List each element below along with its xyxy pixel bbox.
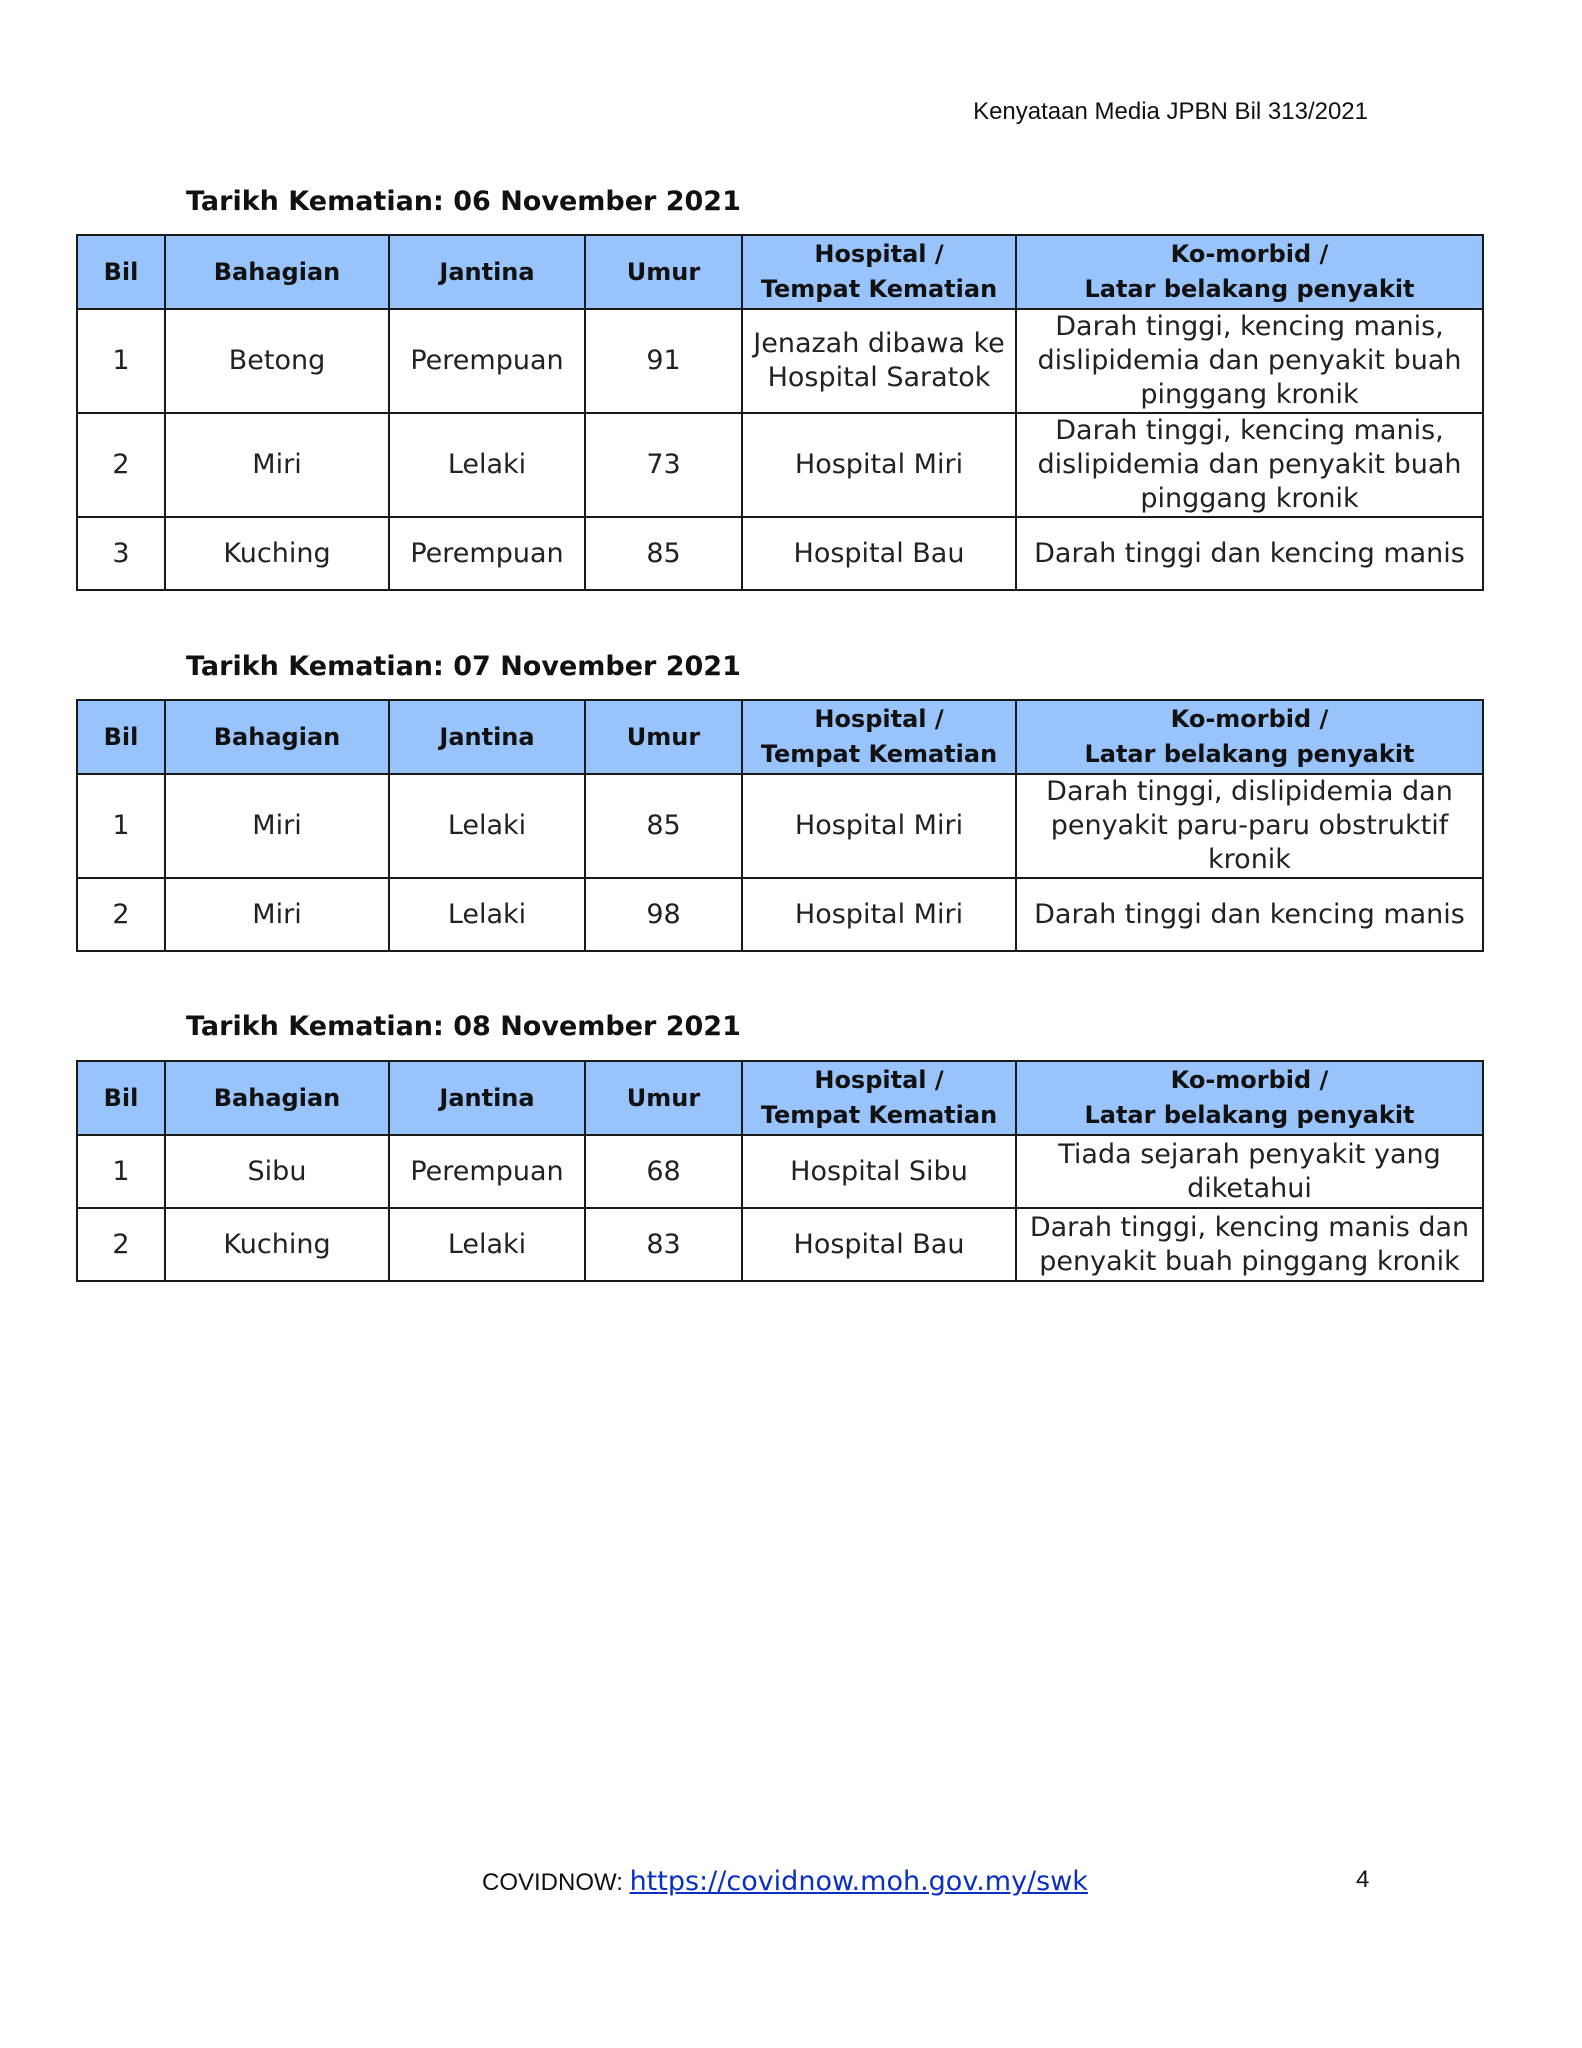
cell-komorbid: Darah tinggi, dislipidemia dan penyakit paru-paru obstruktif kronik xyxy=(1016,774,1483,878)
cell-bahagian: Kuching xyxy=(165,517,389,590)
column-header-komorbid: Ko-morbid / Latar belakang penyakit xyxy=(1016,700,1483,774)
column-header-hospital: Hospital / Tempat Kematian xyxy=(742,700,1016,774)
column-header-jantina: Jantina xyxy=(389,235,585,309)
column-header-hospital: Hospital / Tempat Kematian xyxy=(742,235,1016,309)
cell-bahagian: Kuching xyxy=(165,1208,389,1281)
cell-umur: 73 xyxy=(585,413,742,517)
column-header-jantina: Jantina xyxy=(389,1061,585,1135)
cell-jantina: Perempuan xyxy=(389,309,585,413)
table-row xyxy=(77,1208,1483,1281)
cell-bahagian: Miri xyxy=(165,878,389,951)
column-header-bahagian: Bahagian xyxy=(165,235,389,309)
table-header-row xyxy=(77,1061,1483,1135)
cell-umur: 68 xyxy=(585,1135,742,1208)
footer xyxy=(482,1866,1088,1897)
column-header-hospital: Hospital / Tempat Kematian xyxy=(742,1061,1016,1135)
cell-komorbid: Darah tinggi, kencing manis dan penyakit buah pinggang kronik xyxy=(1016,1208,1483,1281)
deaths-table-06-nov xyxy=(76,234,1484,591)
cell-umur: 85 xyxy=(585,517,742,590)
cell-bahagian: Miri xyxy=(165,413,389,517)
table-header-row xyxy=(77,700,1483,774)
cell-hospital: Hospital Bau xyxy=(742,1208,1016,1281)
cell-komorbid: Darah tinggi, kencing manis, dislipidemia dan penyakit buah pinggang kronik xyxy=(1016,309,1483,413)
cell-hospital: Jenazah dibawa ke Hospital Saratok xyxy=(742,309,1016,413)
cell-umur: 83 xyxy=(585,1208,742,1281)
cell-komorbid: Darah tinggi, kencing manis, dislipidemia dan penyakit buah pinggang kronik xyxy=(1016,413,1483,517)
section-title-08-nov: Tarikh Kematian: 08 November 2021 xyxy=(186,1011,741,1042)
cell-bahagian: Miri xyxy=(165,774,389,878)
column-header-komorbid: Ko-morbid / Latar belakang penyakit xyxy=(1016,1061,1483,1135)
cell-umur: 98 xyxy=(585,878,742,951)
column-header-bahagian: Bahagian xyxy=(165,700,389,774)
cell-bil: 3 xyxy=(77,517,165,590)
column-header-jantina: Jantina xyxy=(389,700,585,774)
column-header-bil: Bil xyxy=(77,700,165,774)
table-header-row xyxy=(77,235,1483,309)
column-header-bil: Bil xyxy=(77,235,165,309)
cell-bil: 2 xyxy=(77,1208,165,1281)
deaths-table-08-nov xyxy=(76,1060,1484,1282)
cell-bahagian: Sibu xyxy=(165,1135,389,1208)
cell-bil: 1 xyxy=(77,774,165,878)
column-header-bil: Bil xyxy=(77,1061,165,1135)
column-header-komorbid: Ko-morbid / Latar belakang penyakit xyxy=(1016,235,1483,309)
column-header-bahagian: Bahagian xyxy=(165,1061,389,1135)
column-header-umur: Umur xyxy=(585,235,742,309)
cell-bil: 1 xyxy=(77,309,165,413)
cell-bahagian: Betong xyxy=(165,309,389,413)
cell-jantina: Perempuan xyxy=(389,1135,585,1208)
cell-komorbid: Darah tinggi dan kencing manis xyxy=(1016,878,1483,951)
cell-hospital: Hospital Miri xyxy=(742,774,1016,878)
cell-komorbid: Tiada sejarah penyakit yang diketahui xyxy=(1016,1135,1483,1208)
column-header-umur: Umur xyxy=(585,1061,742,1135)
cell-hospital: Hospital Bau xyxy=(742,517,1016,590)
cell-umur: 91 xyxy=(585,309,742,413)
cell-hospital: Hospital Miri xyxy=(742,878,1016,951)
covidnow-link[interactable]: https://covidnow.moh.gov.my/swk xyxy=(629,1866,1088,1897)
cell-jantina: Lelaki xyxy=(389,1208,585,1281)
table-row xyxy=(77,878,1483,951)
cell-jantina: Lelaki xyxy=(389,774,585,878)
cell-umur: 85 xyxy=(585,774,742,878)
cell-jantina: Lelaki xyxy=(389,878,585,951)
cell-hospital: Hospital Miri xyxy=(742,413,1016,517)
cell-hospital: Hospital Sibu xyxy=(742,1135,1016,1208)
cell-jantina: Perempuan xyxy=(389,517,585,590)
section-title-06-nov: Tarikh Kematian: 06 November 2021 xyxy=(186,186,741,217)
table-row xyxy=(77,309,1483,413)
footer-prefix: COVIDNOW: xyxy=(482,1869,630,1896)
table-row xyxy=(77,413,1483,517)
cell-komorbid: Darah tinggi dan kencing manis xyxy=(1016,517,1483,590)
deaths-table-07-nov xyxy=(76,699,1484,952)
section-title-07-nov: Tarikh Kematian: 07 November 2021 xyxy=(186,651,741,682)
table-row xyxy=(77,517,1483,590)
page-number: 4 xyxy=(1356,1866,1370,1893)
cell-jantina: Lelaki xyxy=(389,413,585,517)
document-reference: Kenyataan Media JPBN Bil 313/2021 xyxy=(973,98,1368,125)
column-header-umur: Umur xyxy=(585,700,742,774)
cell-bil: 1 xyxy=(77,1135,165,1208)
cell-bil: 2 xyxy=(77,413,165,517)
table-row xyxy=(77,1135,1483,1208)
cell-bil: 2 xyxy=(77,878,165,951)
table-row xyxy=(77,774,1483,878)
